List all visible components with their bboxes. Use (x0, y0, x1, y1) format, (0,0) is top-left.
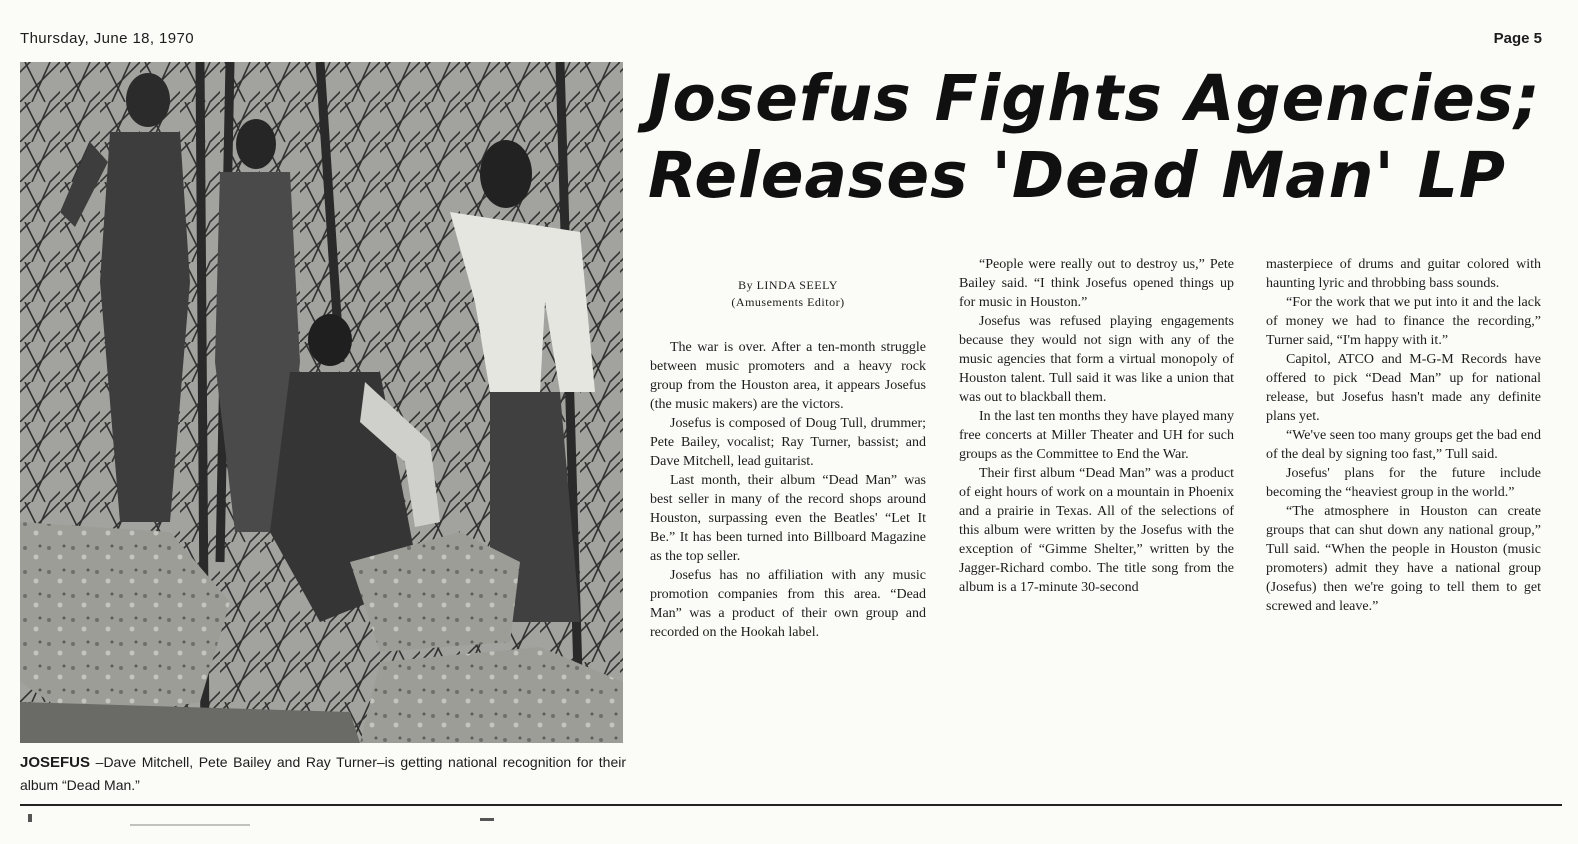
print-speck (130, 824, 250, 826)
paragraph: Their first album “Dead Man” was a product of eight hours of work on a mountain in Phoenix and a prairie in Texas. All of the selections of this album were written by the Josefus with the exception of “Gimme Shelter,” written by the Jagger-Richard combo. The title song from the album is a 17-minute 30-second (959, 466, 1234, 595)
photo-caption (20, 751, 626, 796)
byline (650, 277, 926, 311)
paragraph: Last month, their album “Dead Man” was best seller in many of the record shops around Houston, surpassing even the Beatles' “Let It Be.” It has been turned into Billboard Magazine as the top seller. (650, 473, 926, 564)
paragraph: The war is over. After a ten-month struggle between music promoters and a heavy rock group from the Houston area, it appears Josefus (the music makers) are the victors. (650, 340, 926, 412)
print-speck (480, 818, 494, 821)
print-speck (28, 814, 32, 822)
paragraph: Josefus is composed of Doug Tull, drummer; Pete Bailey, vocalist; Ray Turner, bassist; and Dave Mitchell, lead guitarist. (650, 416, 926, 469)
paragraph: Josefus was refused playing engagements because they would not sign with any of the music agencies that form a virtual monopoly of Houston talent. Tull said it was like a union that was out to blackball them. (959, 314, 1234, 405)
article-column-2 (959, 255, 1234, 597)
paragraph: “The atmosphere in Houston can create groups that can shut down any national group,” Tull said. “When the people in Houston (music promoters) admit they have a national group (Josefus) then we're going to tell them to get screwed and leave.” (1266, 504, 1541, 614)
paragraph: “We've seen too many groups get the bad end of the deal by signing too fast,” Tull said. (1266, 428, 1541, 462)
paragraph: Josefus has no affiliation with any music promotion companies from this area. “Dead Man” was a product of their own group and recorded on the Hookah label. (650, 568, 926, 640)
paragraph: In the last ten months they have played many free concerts at Miller Theater and UH for such groups as the Committee to End the War. (959, 409, 1234, 462)
headline-line-1: Josefus Fights Agencies; (648, 62, 1541, 135)
byline-role: (Amusements Editor) (731, 295, 845, 309)
headline (648, 60, 1568, 215)
band-photo (20, 62, 623, 743)
paragraph-continued: masterpiece of drums and guitar colored with haunting lyric and throbbing bass sounds. (1266, 257, 1541, 291)
paragraph: Capitol, ATCO and M-G-M Records have offered to pick “Dead Man” up for national release, but Josefus hasn't made any definite plans yet. (1266, 352, 1541, 424)
headline-line-2: Releases 'Dead Man' LP (648, 139, 1507, 213)
paragraph: Josefus' plans for the future include becoming the “heaviest group in the world.” (1266, 466, 1541, 500)
page-number: Page 5 (1493, 30, 1542, 47)
paragraph: “People were really out to destroy us,” Pete Bailey said. “I think Josefus opened things up for music in Houston.” (959, 257, 1234, 310)
byline-author: By LINDA SEELY (738, 278, 838, 292)
bottom-rule (20, 804, 1562, 806)
paragraph: “For the work that we put into it and the lack of money we had to finance the recording,” Turner said, “I'm happy with it.” (1266, 295, 1541, 348)
caption-text: –Dave Mitchell, Pete Bailey and Ray Turner–is getting national recognition for their album “Dead Man.” (20, 754, 626, 793)
caption-band-name: JOSEFUS (20, 754, 91, 771)
article-column-3 (1266, 255, 1541, 616)
article-column-1 (650, 338, 926, 642)
issue-date: Thursday, June 18, 1970 (20, 30, 195, 47)
